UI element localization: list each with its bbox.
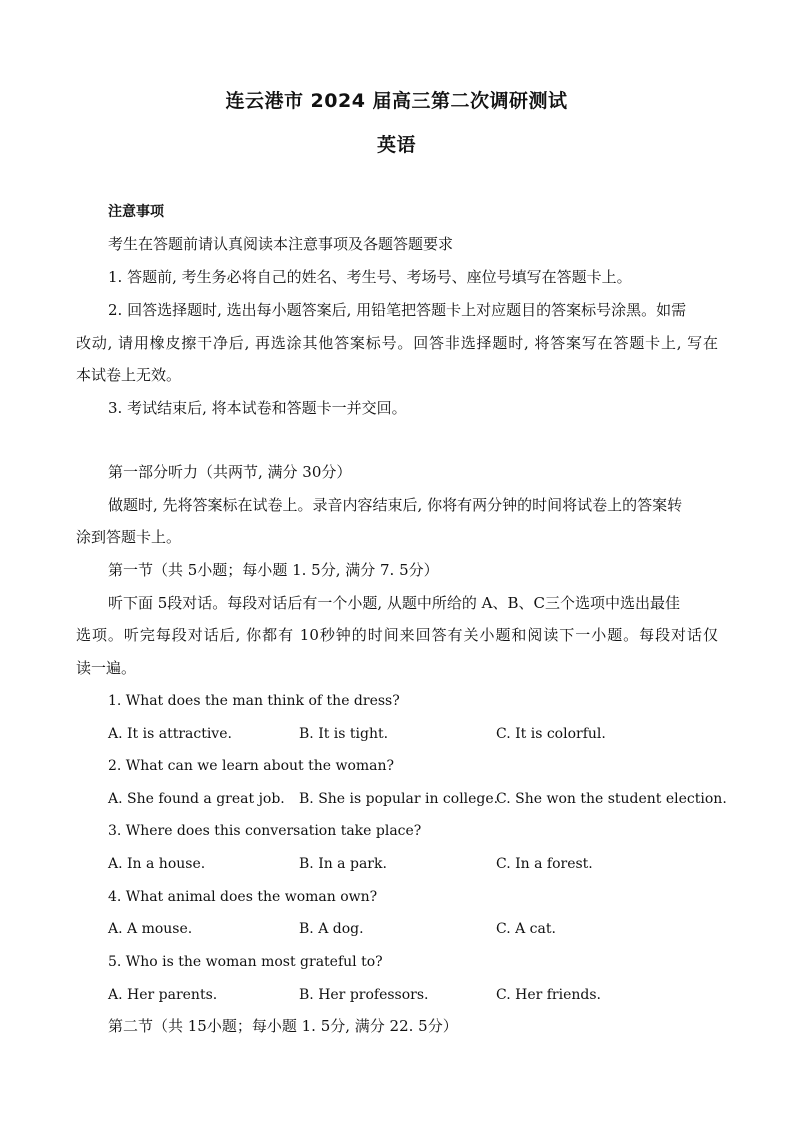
exam-subject: 英语 bbox=[376, 134, 416, 156]
question-4-option-a: A. A mouse. bbox=[108, 921, 193, 937]
section1-desc-line-1: 听下面 5段对话。每段对话后有一个小题, 从题中所给的 A、B、C三个选项中选出最佳 bbox=[108, 594, 680, 612]
question-5-option-b: B. Her professors. bbox=[299, 987, 429, 1003]
part1-heading: 第一部分听力（共两节, 满分 30分） bbox=[108, 463, 352, 481]
question-3-option-b: B. In a park. bbox=[299, 856, 387, 872]
notice-heading: 注意事项 bbox=[108, 204, 164, 220]
question-1: 1. What does the man think of the dress? bbox=[108, 693, 400, 709]
notice-item-1: 1. 答题前, 考生务必将自己的姓名、考生号、考场号、座位号填写在答题卡上。 bbox=[108, 268, 632, 286]
question-5-option-a: A. Her parents. bbox=[108, 987, 218, 1003]
question-2-option-b: B. She is popular in college. bbox=[299, 791, 499, 807]
question-2-option-c: C. She won the student election. bbox=[496, 791, 727, 807]
part1-desc-line-1: 做题时, 先将答案标在试卷上。录音内容结束后, 你将有两分钟的时间将试卷上的答案转 bbox=[108, 496, 683, 514]
notice-item-2-line-1: 2. 回答选择题时, 选出每小题答案后, 用铅笔把答题卡上对应题目的答案标号涂黑。如需 bbox=[108, 301, 687, 319]
question-2: 2. What can we learn about the woman? bbox=[108, 758, 395, 774]
question-4: 4. What animal does the woman own? bbox=[108, 889, 378, 905]
section1-desc-line-2: 选项。听完每段对话后, 你都有 10秒钟的时间来回答有关小题和阅读下一小题。每段对话仅 bbox=[76, 626, 718, 644]
question-1-option-a: A. It is attractive. bbox=[108, 726, 232, 742]
part1-desc-line-2: 涂到答题卡上。 bbox=[76, 528, 182, 546]
question-3-option-c: C. In a forest. bbox=[496, 856, 593, 872]
section2-heading: 第二节（共 15小题；每小题 1. 5分, 满分 22. 5分） bbox=[108, 1017, 458, 1035]
notice-intro: 考生在答题前请认真阅读本注意事项及各题答题要求 bbox=[108, 235, 454, 253]
question-1-option-c: C. It is colorful. bbox=[496, 726, 606, 742]
question-2-option-a: A. She found a great job. bbox=[108, 791, 285, 807]
exam-title: 连云港市 2024 届高三第二次调研测试 bbox=[225, 90, 568, 112]
notice-item-3: 3. 考试结束后, 将本试卷和答题卡一并交回。 bbox=[108, 399, 407, 417]
section1-heading: 第一节（共 5小题；每小题 1. 5分, 满分 7. 5分） bbox=[108, 561, 439, 579]
question-5: 5. Who is the woman most grateful to? bbox=[108, 954, 383, 970]
question-4-option-c: C. A cat. bbox=[496, 921, 556, 937]
question-5-option-c: C. Her friends. bbox=[496, 987, 601, 1003]
section1-desc-line-3: 读一遍。 bbox=[76, 659, 137, 677]
notice-item-2-line-2: 改动, 请用橡皮擦干净后, 再选涂其他答案标号。回答非选择题时, 将答案写在答题卡上, 写在 bbox=[76, 334, 718, 352]
question-1-option-b: B. It is tight. bbox=[299, 726, 389, 742]
notice-item-2-line-3: 本试卷上无效。 bbox=[76, 366, 182, 384]
question-4-option-b: B. A dog. bbox=[299, 921, 364, 937]
question-3-option-a: A. In a house. bbox=[108, 856, 206, 872]
question-3: 3. Where does this conversation take place? bbox=[108, 823, 422, 839]
